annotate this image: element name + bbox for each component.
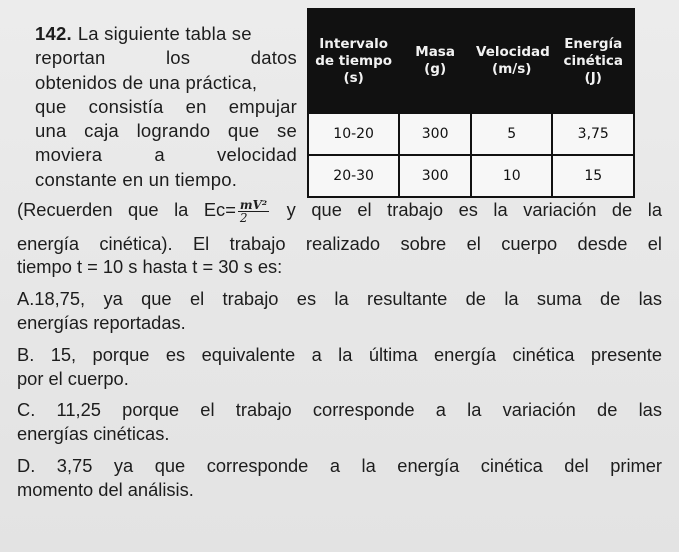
table-cell: 20-30 [308, 155, 399, 197]
table-header-row [308, 9, 634, 113]
formula-denominator: 2 [239, 210, 248, 225]
intro-text: obtenidos de una práctica, [35, 71, 258, 93]
intro-text: que consistía en empujar [35, 95, 297, 117]
option-line: momento del análisis. [17, 478, 194, 500]
intro-line [35, 46, 297, 70]
intro-line [35, 143, 297, 167]
intro-text: reportan los datos [35, 47, 297, 69]
intro-line [35, 119, 297, 143]
intro-text: moviera a velocidad [35, 144, 297, 166]
question-body [17, 198, 662, 502]
table-cell: 5 [471, 113, 553, 155]
formula-numerator: mV² [239, 197, 268, 212]
option-line: energías reportadas. [17, 312, 186, 334]
option-line: B. 15, porque es equivalente a la última energía cinética presente [17, 343, 662, 365]
intro-line [35, 168, 297, 192]
question-text: (Recuerden que la Ec= [17, 199, 236, 220]
table-row [308, 113, 634, 155]
table-cell: 10-20 [308, 113, 399, 155]
question-line [17, 198, 662, 224]
table-cell: 300 [399, 155, 471, 197]
header-cell: Masa (g) [399, 9, 471, 113]
table-cell: 10 [471, 155, 553, 197]
intro-text: constante en un tiempo. [35, 168, 238, 190]
header-cell: Energía cinética (J) [552, 9, 634, 113]
answer-option-a[interactable] [17, 287, 662, 335]
table-row [308, 155, 634, 197]
data-table [307, 8, 635, 198]
option-line: energías cinéticas. [17, 423, 170, 445]
option-line: A.18,75, ya que el trabajo es la resultante de la suma de las [17, 288, 662, 310]
question-line: tiempo t = 10 s hasta t = 30 s es: [17, 256, 283, 278]
intro-text: La siguiente tabla se [77, 23, 252, 44]
answer-option-b[interactable] [17, 343, 662, 391]
answer-option-d[interactable] [17, 454, 662, 502]
intro-line [35, 95, 297, 119]
option-line: por el cuerpo. [17, 367, 129, 389]
table-cell: 3,75 [552, 113, 634, 155]
problem-statement [35, 22, 297, 192]
intro-line [35, 71, 297, 95]
table-cell: 300 [399, 113, 471, 155]
table-cell: 15 [552, 155, 634, 197]
kinetic-energy-formula [238, 199, 269, 224]
option-line: C. 11,25 porque el trabajo corresponde a la variación de las [17, 399, 662, 421]
header-cell: Velocidad (m/s) [471, 9, 553, 113]
question-line: energía cinética). El trabajo realizado sobre el cuerpo desde el [17, 232, 662, 254]
header-cell: Intervalo de tiempo (s) [308, 9, 399, 113]
question-text: y que el trabajo es la variación de la [271, 199, 662, 220]
answer-option-c[interactable] [17, 398, 662, 446]
intro-line [35, 22, 297, 46]
problem-number: 142. [35, 23, 72, 44]
intro-text: una caja logrando que se [35, 120, 297, 142]
option-line: D. 3,75 ya que corresponde a la energía cinética del primer [17, 455, 662, 477]
